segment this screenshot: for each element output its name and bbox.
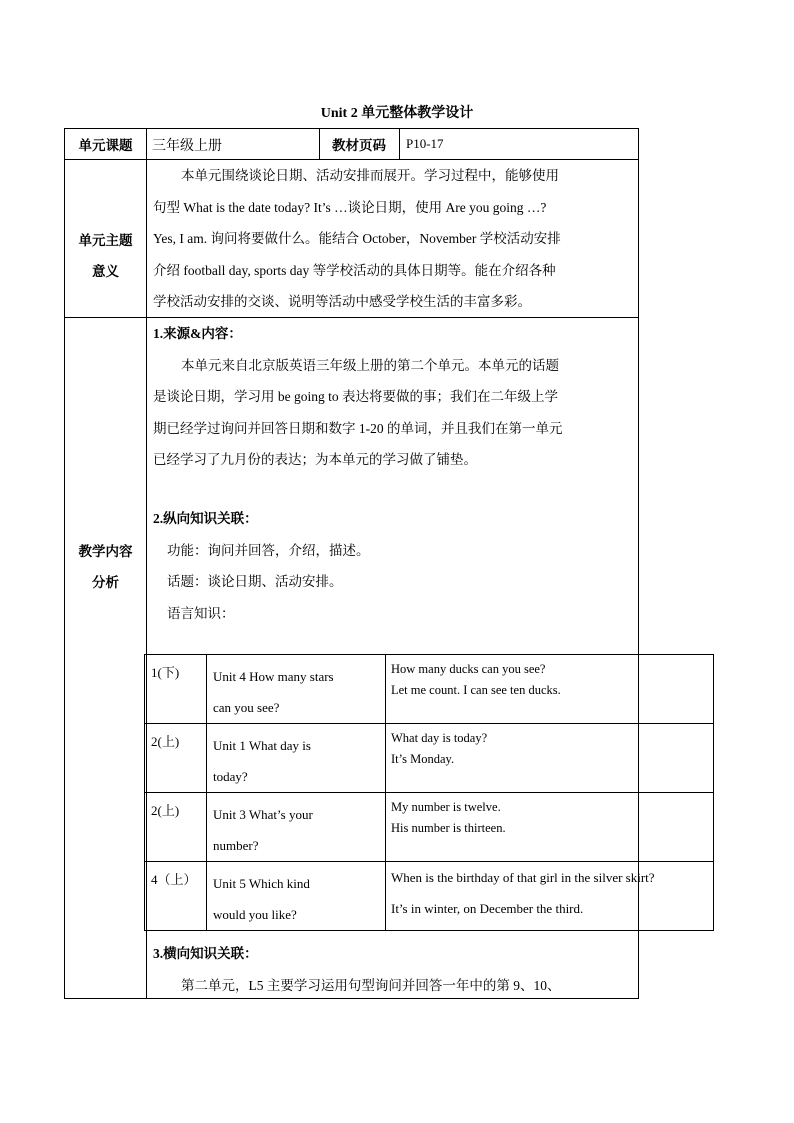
section-line: 功能：询问并回答，介绍，描述。 [167, 542, 370, 558]
example-line: His number is thirteen. [391, 821, 506, 835]
table-row [145, 862, 714, 931]
section-line: 第二单元，L5 主要学习运用句型询问并回答一年中的第 9、10、 [181, 977, 561, 993]
example-cell [386, 793, 714, 862]
unit-line: Unit 5 Which kind [213, 876, 310, 891]
theme-label [65, 225, 146, 287]
example-cell [386, 724, 714, 793]
theme-paragraph [153, 160, 637, 318]
table-row [145, 724, 714, 793]
section-line: 期已经学过询问并回答日期和数字 1-20 的单词，并且我们在第一单元 [153, 420, 563, 436]
section-vertical-links [153, 503, 637, 629]
unit-cell [207, 862, 386, 931]
theme-line: 本单元围绕谈论日期、活动安排而展开。学习过程中，能够使用 [181, 168, 559, 183]
unit-topic-value: 三年级上册 [152, 139, 222, 154]
textbook-pages-label: 教材页码 [332, 138, 386, 153]
theme-line: 介绍 football day, sports day 等学校活动的具体日期等。能在介绍各种 [153, 262, 556, 278]
example-line: What day is today? [391, 731, 488, 745]
unit-line: can you see? [213, 700, 280, 715]
example-line: When is the birthday of that girl in the silver skirt? [391, 870, 655, 885]
grade-cell: 2(上) [145, 793, 207, 862]
theme-line: 学校活动安排的交谈、说明等活动中感受学校生活的丰富多彩。 [153, 294, 531, 309]
textbook-pages-value: P10-17 [406, 136, 444, 151]
analysis-label-line: 分析 [92, 575, 119, 590]
unit-cell [207, 655, 386, 724]
theme-line: 句型 What is the date today? It’s …谈论日期，使用 Are you going …? [153, 199, 547, 215]
unit-line: number? [213, 838, 259, 853]
example-line: Let me count. I can see ten ducks. [391, 683, 561, 697]
theme-label-line: 意义 [92, 264, 119, 279]
knowledge-table [144, 654, 714, 931]
section-heading: 3.横向知识关联： [153, 946, 258, 961]
example-line: My number is twelve. [391, 800, 501, 814]
section-line: 本单元来自北京版英语三年级上册的第二个单元。本单元的话题 [181, 357, 559, 373]
unit-line: Unit 4 How many stars [213, 669, 334, 684]
section-line: 话题：谈论日期、活动安排。 [167, 574, 343, 589]
example-line: It’s Monday. [391, 752, 455, 766]
table-row [145, 655, 714, 724]
theme-line: Yes, I am. 询问将要做什么。能结合 October，November 学校活动安排 [153, 231, 561, 246]
grade-cell: 1(下) [145, 655, 207, 724]
example-line: It’s in winter, on December the third. [391, 901, 584, 916]
unit-line: Unit 1 What day is [213, 738, 311, 753]
section-horizontal-links [153, 938, 637, 1001]
example-cell [386, 655, 714, 724]
section-line: 语言知识： [167, 605, 235, 621]
analysis-label-line: 教学内容 [78, 544, 133, 559]
grade-cell: 2(上) [145, 724, 207, 793]
document-title: Unit 2 单元整体教学设计 [320, 106, 474, 121]
unit-line: would you like? [213, 907, 297, 922]
unit-cell [207, 793, 386, 862]
section-heading: 2.纵向知识关联： [153, 511, 258, 526]
section-heading: 1.来源&内容： [153, 326, 242, 341]
example-cell [386, 862, 714, 931]
column-divider [399, 129, 400, 159]
unit-topic-label: 单元课题 [78, 138, 133, 153]
theme-label-line: 单元主题 [78, 233, 133, 248]
table-row [145, 793, 714, 862]
example-line: How many ducks can you see? [391, 662, 546, 676]
unit-cell [207, 724, 386, 793]
grade-cell: 4（上） [145, 862, 207, 931]
section-source-content [153, 318, 637, 476]
unit-line: today? [213, 769, 248, 784]
section-line: 已经学习了九月份的表达；为本单元的学习做了铺垫。 [153, 452, 477, 467]
unit-line: Unit 3 What’s your [213, 807, 313, 822]
section-line: 是谈论日期，学习用 be going to 表达将要做的事；我们在二年级上学 [153, 389, 558, 404]
analysis-label [65, 536, 146, 598]
